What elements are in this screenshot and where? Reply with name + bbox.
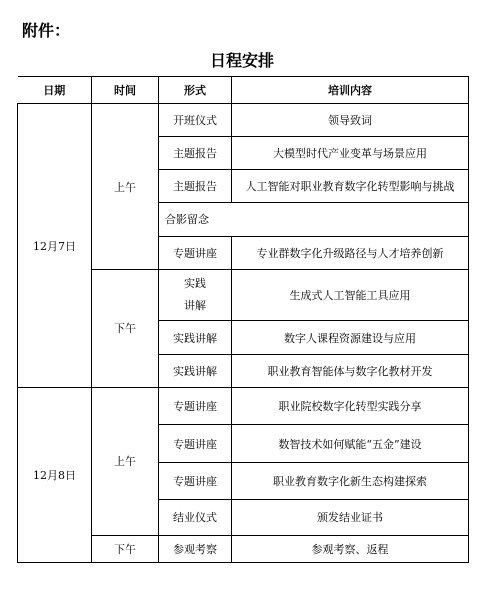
- content-cell: 生成式人工智能工具应用: [232, 269, 469, 321]
- date-cell-day2: 12月8日: [18, 388, 92, 563]
- date-cell-day1: 12月7日: [18, 104, 92, 388]
- time-cell-day1-morning: 上午: [92, 104, 159, 270]
- format-cell: 专题讲座: [159, 425, 232, 462]
- format-line-1: 实践: [184, 277, 206, 291]
- content-cell: 领导致词: [232, 104, 469, 136]
- header-date: 日期: [18, 77, 92, 104]
- time-cell-day2-morning: 上午: [92, 388, 159, 535]
- format-cell: [159, 269, 232, 321]
- format-cell: 专题讲座: [159, 236, 232, 269]
- content-cell: 职业教育数字化新生态构建探索: [232, 462, 469, 499]
- content-cell: 职业教育智能体与数字化教材开发: [232, 354, 469, 387]
- content-cell: 专业群数字化升级路径与人才培养创新: [232, 236, 469, 269]
- schedule-table: [17, 76, 469, 563]
- format-cell: 结业仪式: [159, 500, 232, 535]
- format-cell: 专题讲座: [159, 462, 232, 499]
- content-cell: 数智技术如何赋能“五金”建设: [232, 425, 469, 462]
- format-cell: 主题报告: [159, 169, 232, 202]
- time-cell-day2-afternoon: 下午: [92, 535, 159, 562]
- table-row: [18, 388, 469, 425]
- content-cell: 颁发结业证书: [232, 500, 469, 535]
- content-cell: 人工智能对职业教育数字化转型影响与挑战: [232, 169, 469, 202]
- attachment-label: 附件：: [22, 21, 71, 40]
- header-format: 形式: [159, 77, 232, 104]
- format-cell: 主题报告: [159, 136, 232, 169]
- content-cell: 大模型时代产业变革与场景应用: [232, 136, 469, 169]
- table-row: [18, 104, 469, 136]
- format-cell: 专题讲座: [159, 388, 232, 425]
- merged-format-cell: 合影留念: [159, 203, 469, 236]
- format-cell: 实践讲解: [159, 354, 232, 387]
- content-cell: 参观考察、返程: [232, 535, 469, 562]
- format-line-2: 讲解: [184, 299, 206, 313]
- format-cell: 开班仪式: [159, 104, 232, 136]
- header-time: 时间: [92, 77, 159, 104]
- content-cell: 职业院校数字化转型实践分享: [232, 388, 469, 425]
- page-title: 日程安排: [209, 51, 274, 70]
- format-cell: 参观考察: [159, 535, 232, 562]
- time-cell-day1-afternoon: 下午: [92, 269, 159, 387]
- table-header-row: [18, 77, 469, 104]
- header-content: 培训内容: [232, 77, 469, 104]
- content-cell: 数字人课程资源建设与应用: [232, 321, 469, 354]
- format-cell: 实践讲解: [159, 321, 232, 354]
